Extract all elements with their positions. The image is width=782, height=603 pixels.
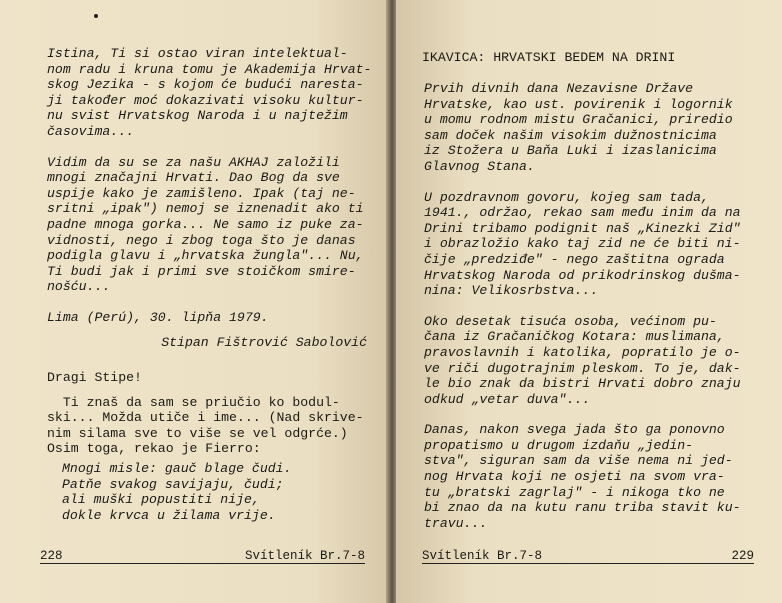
text-line: mnogi značajni Hrvati. Dao Bog da sve: [47, 170, 340, 186]
text-line: travu...: [424, 515, 488, 531]
text-line: Hrvatskog Naroda od prikodrinskog dušma-: [424, 267, 741, 283]
text-line: vidnosti, nego i zbog toga što je danas: [47, 232, 356, 248]
salutation: Dragi Stipe!: [47, 370, 142, 386]
text-line: 1941., održao, rekao sam među inim da na: [424, 205, 741, 221]
text-line: stva", siguran sam da više nema ni jed-: [424, 453, 733, 469]
text-line: podigla glavu i „hrvatska žungla"... Nu,: [47, 248, 364, 264]
text-line: nom radu i kruna tomu je Akademija Hrvat-: [47, 61, 372, 77]
text-line: ji također moć dokazivati visoku kultur-: [47, 92, 364, 108]
text-line: skog Jezika - s kojom će budući naresta-: [47, 77, 364, 93]
text-line: čije „predziđe" - nego zaštitna ograda: [424, 251, 725, 267]
text-line: sritni „ipak") nemoj se iznenadit ako ti: [47, 201, 364, 217]
text-line: propatismo u drugom izdaňu „jedin-: [424, 437, 694, 453]
text-line: Istina, Ti si ostao viran intelektual-: [47, 46, 348, 61]
second-paragraph: [47, 155, 369, 295]
paragraph-2: [424, 190, 754, 299]
paragraph-1: [424, 81, 754, 175]
text-line: U pozdravnom govoru, kojeg sam tada,: [424, 189, 709, 205]
ink-dot: [94, 14, 98, 18]
page-number: 229: [731, 549, 754, 563]
left-text-column: [47, 46, 372, 523]
text-line: padne mnoga gorka... Ne samo iz puke za-: [47, 216, 364, 232]
right-page: [396, 0, 782, 603]
text-line: čana iz Gračaničkog Kotara: muslimana,: [424, 329, 725, 345]
magazine-title: Svítleník Br.7-8: [244, 549, 365, 563]
page-number: 228: [40, 549, 63, 563]
text-line: pravoslavnih i katolika, popratilo je o-: [424, 344, 741, 360]
poem-quote: [47, 461, 369, 523]
text-line: Glavnog Stana.: [424, 158, 535, 174]
text-line: i obrazložio kako taj zid ne će biti ni-: [424, 236, 741, 252]
text-line: ve riči dugotrajnim pleskom. To je, dak-: [424, 360, 741, 376]
right-footer: [422, 548, 754, 566]
article-heading: IKAVICA: HRVATSKI BEDEM NA DRINI: [422, 50, 676, 65]
text-line: Vidim da su se za našu AKHAJ založili: [47, 154, 340, 170]
footer-rule: [422, 563, 754, 564]
poem-line: Mnogi misle: gauč blage čudi.: [62, 461, 292, 477]
text-line: iz Stožera u Baňa Luki i izaslanicima: [424, 143, 717, 159]
left-footer: [40, 548, 365, 566]
text-line: Drini tribamo podignit naš „Kinezki Zid": [424, 220, 741, 236]
text-line: Ti budi jak i primi sve stoičkom smire-: [47, 263, 356, 279]
place-date: Lima (Perú), 30. lipňa 1979.: [47, 309, 269, 325]
left-page: [0, 0, 388, 603]
text-line: Oko desetak tisuća osoba, većinom pu-: [424, 313, 717, 329]
text-line: Prvih divnih dana Nezavisne Države: [424, 81, 694, 96]
text-line: Osim toga, rekao je Fierro:: [47, 441, 261, 457]
signature: Stipan Fištrović Sabolović: [161, 334, 367, 350]
text-line: uspije kako je zamišleno. Ipak (taj ne-: [47, 185, 356, 201]
text-line: Ti znaš da sam se priučio ko bodul-: [47, 394, 340, 410]
right-text-column: [424, 50, 754, 531]
text-line: le bio znak da bistri Hrvati dobro znaju: [424, 376, 741, 392]
poem-line: Patňe svakog savijaju, čudi;: [62, 476, 284, 492]
text-line: ski... Možda utiče i ime... (Nad skrive-: [47, 410, 364, 426]
poem-line: ali muški popustiti nije,: [62, 492, 260, 508]
text-line: nim silama sve to više se vel odgrće.): [47, 425, 348, 441]
paragraph-3: [424, 314, 754, 408]
text-line: nu svist Hrvatskog Naroda i u najtežim: [47, 108, 348, 124]
text-line: bi znao da na kutu ranu triba stavit ku-: [424, 500, 741, 516]
paragraph-4: [424, 422, 754, 531]
text-line: u momu rodnom mistu Gračanici, priredio: [424, 112, 733, 128]
text-line: nošću...: [47, 279, 111, 295]
text-line: nog Hrvata koji ne osjeti na svom vra-: [424, 469, 725, 485]
text-line: nina: Velikosrbstva...: [424, 283, 599, 299]
intro-paragraph: [47, 46, 372, 140]
text-line: Hrvatske, kao ust. povirenik i logornik: [424, 96, 733, 112]
text-line: časovima...: [47, 123, 135, 139]
text-line: sam doček našim visokim dužnostnicima: [424, 127, 717, 143]
text-line: tu „bratski zagrlaj" - i nikoga tko ne: [424, 484, 725, 500]
letter-paragraph: [47, 395, 369, 457]
text-line: Danas, nakon svega jada što ga ponovno: [424, 422, 725, 438]
poem-line: dokle krvca u žilama vrije.: [62, 507, 276, 523]
text-line: odkud „vetar duva"...: [424, 391, 591, 407]
footer-rule: [40, 563, 365, 564]
magazine-title: Svítleník Br.7-8: [422, 549, 543, 563]
